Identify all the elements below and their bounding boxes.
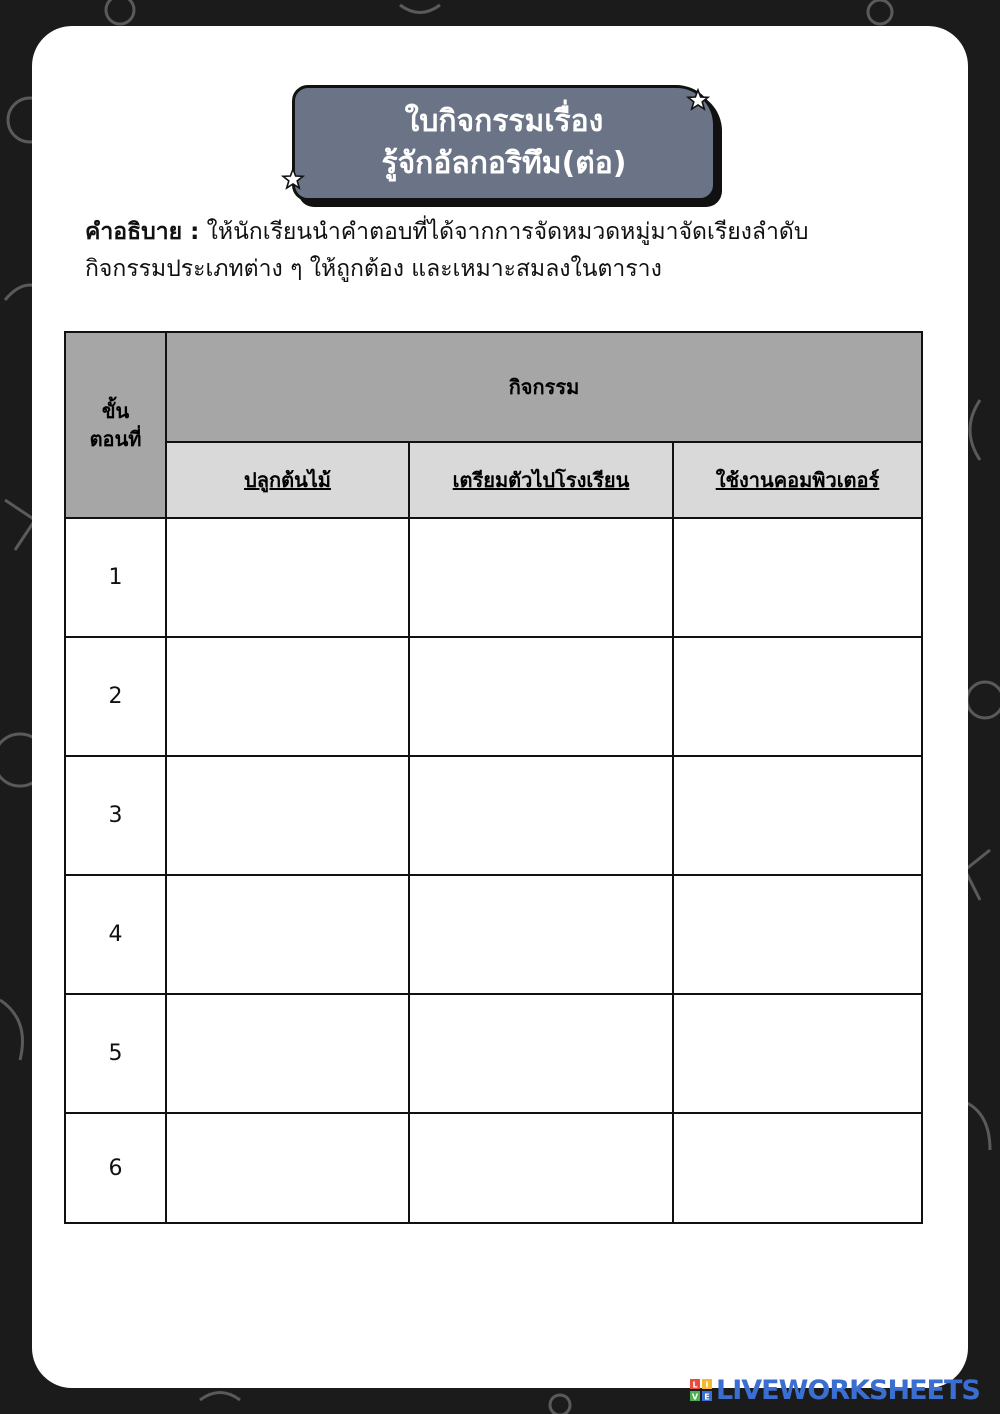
star-icon <box>686 88 710 112</box>
column-header-computer: ใช้งานคอมพิวเตอร์ <box>673 442 922 518</box>
liveworksheets-logo-text: LIVEWORKSHEETS <box>716 1374 980 1406</box>
step-number: 4 <box>65 875 166 994</box>
table-row <box>65 1113 922 1223</box>
instructions <box>85 214 915 288</box>
answer-cell[interactable] <box>409 1113 673 1223</box>
step-header <box>65 332 166 518</box>
instruction-label: คำอธิบาย : <box>85 219 200 245</box>
table-row <box>65 756 922 875</box>
answer-cell[interactable] <box>166 1113 409 1223</box>
step-number: 6 <box>65 1113 166 1223</box>
answer-cell[interactable] <box>166 756 409 875</box>
logo-mark-letter: V <box>691 1392 699 1401</box>
column-header-school-prep: เตรียมตัวไปโรงเรียน <box>409 442 673 518</box>
column-header-planting: ปลูกต้นไม้ <box>166 442 409 518</box>
answer-cell[interactable] <box>673 994 922 1113</box>
step-number: 5 <box>65 994 166 1113</box>
liveworksheets-logo <box>690 1375 980 1405</box>
logo-mark-letter: E <box>704 1392 710 1401</box>
logo-mark-letter: L <box>692 1380 698 1390</box>
answer-cell[interactable] <box>409 756 673 875</box>
activity-table <box>64 331 923 1224</box>
answer-cell[interactable] <box>673 1113 922 1223</box>
answer-cell[interactable] <box>166 994 409 1113</box>
star-icon <box>281 167 305 191</box>
answer-cell[interactable] <box>409 875 673 994</box>
activity-header: กิจกรรม <box>166 332 922 442</box>
table-row <box>65 875 922 994</box>
answer-cell[interactable] <box>166 875 409 994</box>
answer-cell[interactable] <box>673 756 922 875</box>
step-number: 2 <box>65 637 166 756</box>
answer-cell[interactable] <box>409 637 673 756</box>
instruction-line-1: ให้นักเรียนนำคำตอบที่ได้จากการจัดหมวดหมู่มาจัดเรียงลำดับ <box>206 219 809 245</box>
title-line-1: ใบกิจกรรมเรื่อง <box>404 104 604 139</box>
table-row <box>65 994 922 1113</box>
table-row <box>65 518 922 637</box>
table-row <box>65 637 922 756</box>
answer-cell[interactable] <box>166 518 409 637</box>
answer-cell[interactable] <box>409 994 673 1113</box>
answer-cell[interactable] <box>673 875 922 994</box>
step-number: 3 <box>65 756 166 875</box>
answer-cell[interactable] <box>166 637 409 756</box>
title-line-2: รู้จักอัลกอริทึม(ต่อ) <box>381 146 627 181</box>
step-number: 1 <box>65 518 166 637</box>
instruction-line-2: กิจกรรมประเภทต่าง ๆ ให้ถูกต้อง และเหมาะสมลงในตาราง <box>85 256 662 282</box>
step-header-label: ขั้น ตอนที่ <box>89 399 142 451</box>
answer-cell[interactable] <box>673 518 922 637</box>
answer-cell[interactable] <box>673 637 922 756</box>
answer-cell[interactable] <box>409 518 673 637</box>
logo-mark-letter: I <box>705 1380 709 1390</box>
worksheet-title <box>292 85 716 201</box>
liveworksheets-logo-icon <box>690 1379 712 1401</box>
